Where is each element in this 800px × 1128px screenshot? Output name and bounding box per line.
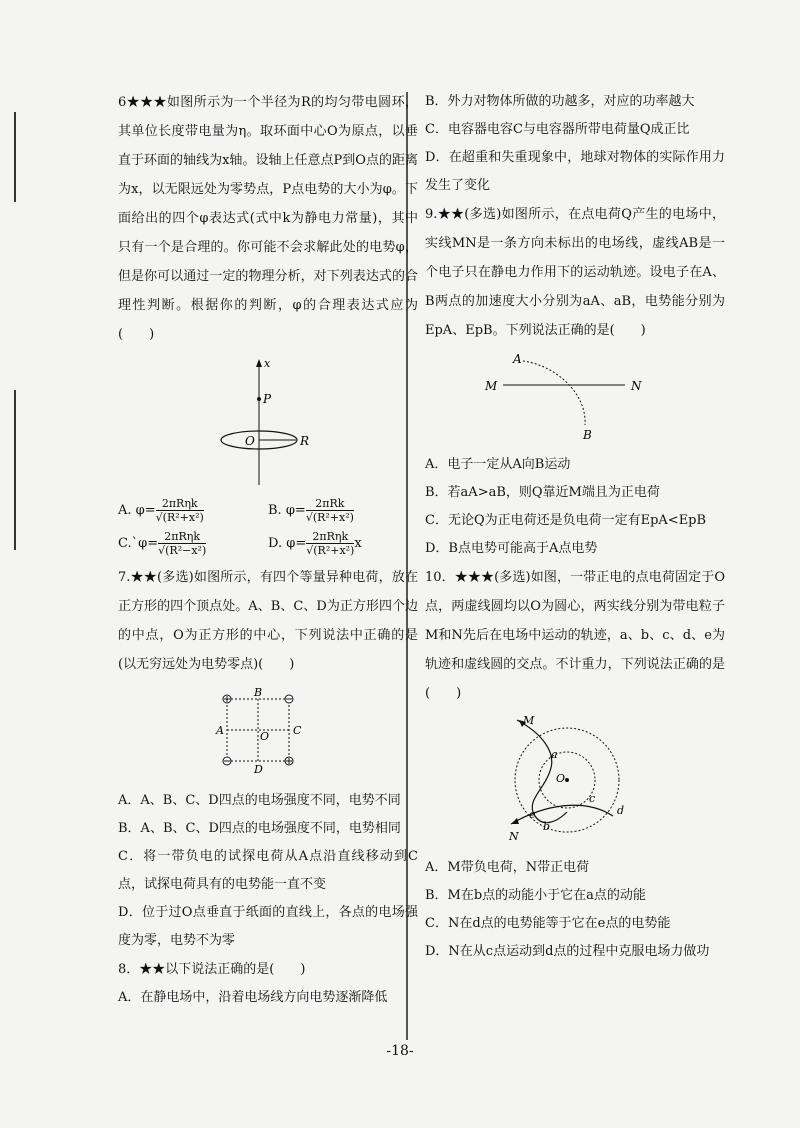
q6-option-d[interactable]: D. φ= $\frac{\text{2πRηk}}{\text{√(R²+x²)}}$ x (268, 530, 362, 557)
q8-option-a[interactable]: A．在静电场中，沿着电场线方向电势逐渐降低 (118, 990, 388, 1005)
svg-text:A: A (216, 724, 224, 737)
q9-option-d[interactable]: D．B点电势可能高于A点电势 (425, 541, 598, 556)
binding-mark-middle (14, 390, 16, 550)
question-9-text: 9.★★(多选)如图所示，在点电荷Q产生的电场中，实线MN是一条方向未标出的电场线，虚线AB是一个电子只在静电力作用下的运动轨迹。设电子在A、B两点的加速度大小分别为aA、aB，电势能分别为EpA、EpB。下列说法正确的是( ) (425, 207, 725, 338)
q6-option-a[interactable]: A. φ= $\frac{\text{2πRηk}}{\text{√(R²+x²)}}$ (118, 497, 204, 524)
q8-option-b[interactable]: B．外力对物体所做的功越多，对应的功率越大 (425, 94, 695, 109)
page-number: -18- (386, 1043, 414, 1059)
square-charges-figure (118, 687, 418, 779)
svg-text:A: A (513, 353, 522, 366)
svg-text:B: B (254, 687, 263, 699)
q7-option-c[interactable]: C．将一带负电的试探电荷从A点沿直线移动到C点，试探电荷具有的电势能一直不变 (118, 849, 418, 892)
question-7-text: 7.★★(多选)如图所示，有四个等量异种电荷，放在正方形的四个顶点处。A、B、C、D为正方形四个边的中点，O为正方形的中心，下列说法中正确的是(以无穷远处为电势零点)( ) (118, 570, 418, 672)
right-column (425, 88, 725, 966)
radius-r-label: R (300, 434, 310, 448)
point-p-label: P (263, 392, 272, 406)
question-10-text: 10．★★★(多选)如图，一带正电的点电荷固定于O点，两虚线圆均以O为圆心，两实线分别为带电粒子M和N先后在电场中运动的轨迹，a、b、c、d、e为轨迹和虚线圆的交点。不计重力，下列说法正确的是( ) (425, 570, 725, 701)
q6-options-row-2 (118, 530, 418, 557)
circles-trajectory-diagram (425, 716, 725, 846)
svg-text:a: a (551, 748, 558, 761)
q6-option-c[interactable]: C.`φ= $\frac{\text{2πRηk}}{\text{√(R²−x²)}}$ (118, 530, 207, 557)
question-8-text: 8．★★以下说法正确的是( ) (118, 962, 306, 977)
svg-text:c: c (589, 792, 596, 805)
svg-text:D: D (254, 763, 263, 776)
left-column (118, 88, 418, 1012)
svg-text:N: N (509, 830, 519, 843)
q10-option-a[interactable]: A．M带负电荷，N带正电荷 (425, 860, 590, 875)
q9-option-c[interactable]: C．无论Q为正电荷还是负电荷一定有EpA<EpB (425, 513, 707, 528)
svg-text:M: M (485, 379, 498, 393)
q8-option-c[interactable]: C．电容器电容C与电容器所带电荷量Q成正比 (425, 122, 690, 137)
q6-option-b[interactable]: B. φ= $\frac{\text{2πRk}}{\text{√(R²+x²)}}$ (268, 497, 354, 524)
q10-option-b[interactable]: B．M在b点的动能小于它在a点的动能 (425, 888, 646, 903)
q9-option-a[interactable]: A．电子一定从A向B运动 (425, 457, 571, 472)
circles-trajectory-figure (425, 716, 725, 846)
square-charges-diagram (118, 687, 418, 779)
svg-text:b: b (543, 820, 551, 833)
q7-option-b[interactable]: B．A、B、C、D四点的电场强度不同，电势相同 (118, 821, 401, 836)
axis-x-label: x (264, 357, 271, 370)
q6-options-row-1 (118, 497, 418, 524)
svg-text:O: O (556, 772, 566, 785)
q10-option-d[interactable]: D．N在从c点运动到d点的过程中克服电场力做功 (425, 944, 710, 959)
question-6-text: 6★★★如图所示为一个半径为R的均匀带电圆环，其单位长度带电量为η。取环面中心O为原点，以垂直于环面的轴线为x轴。设轴上任意点P到O点的距离为x，以无限远处为零势点，P点电势的大小为φ。下面给出的四个φ表达式(式中k为静电力常量)，其中只有一个是合理的。你可能不会求解此处的电势φ，但是你可以通过一定的物理分析，对下列表达式的合理性判断。根据你的判断，φ的合理表达式应为( ) (118, 95, 418, 342)
ring-figure (118, 357, 418, 489)
binding-mark-top (14, 112, 16, 202)
q9-option-b[interactable]: B．若aA>aB，则Q靠近M端且为正电荷 (425, 485, 660, 500)
q7-option-d[interactable]: D．位于过O点垂直于纸面的直线上，各点的电场强度为零，电势不为零 (118, 905, 418, 948)
q7-option-a[interactable]: A．A、B、C、D四点的电场强度不同，电势不同 (118, 793, 401, 808)
svg-text:d: d (617, 804, 625, 817)
svg-text:C: C (293, 724, 302, 737)
svg-text:B: B (583, 428, 592, 442)
field-line-figure (425, 353, 725, 443)
svg-text:O: O (260, 730, 270, 743)
q8-option-d[interactable]: D．在超重和失重现象中，地球对物体的实际作用力发生了变化 (425, 150, 725, 193)
origin-o-label: O (245, 434, 255, 448)
svg-text:e: e (529, 808, 536, 821)
q10-option-c[interactable]: C．N在d点的电势能等于它在e点的电势能 (425, 916, 671, 931)
field-line-diagram (425, 353, 725, 443)
svg-text:N: N (631, 379, 642, 393)
ring-diagram (118, 357, 418, 489)
svg-text:M: M (523, 716, 535, 727)
